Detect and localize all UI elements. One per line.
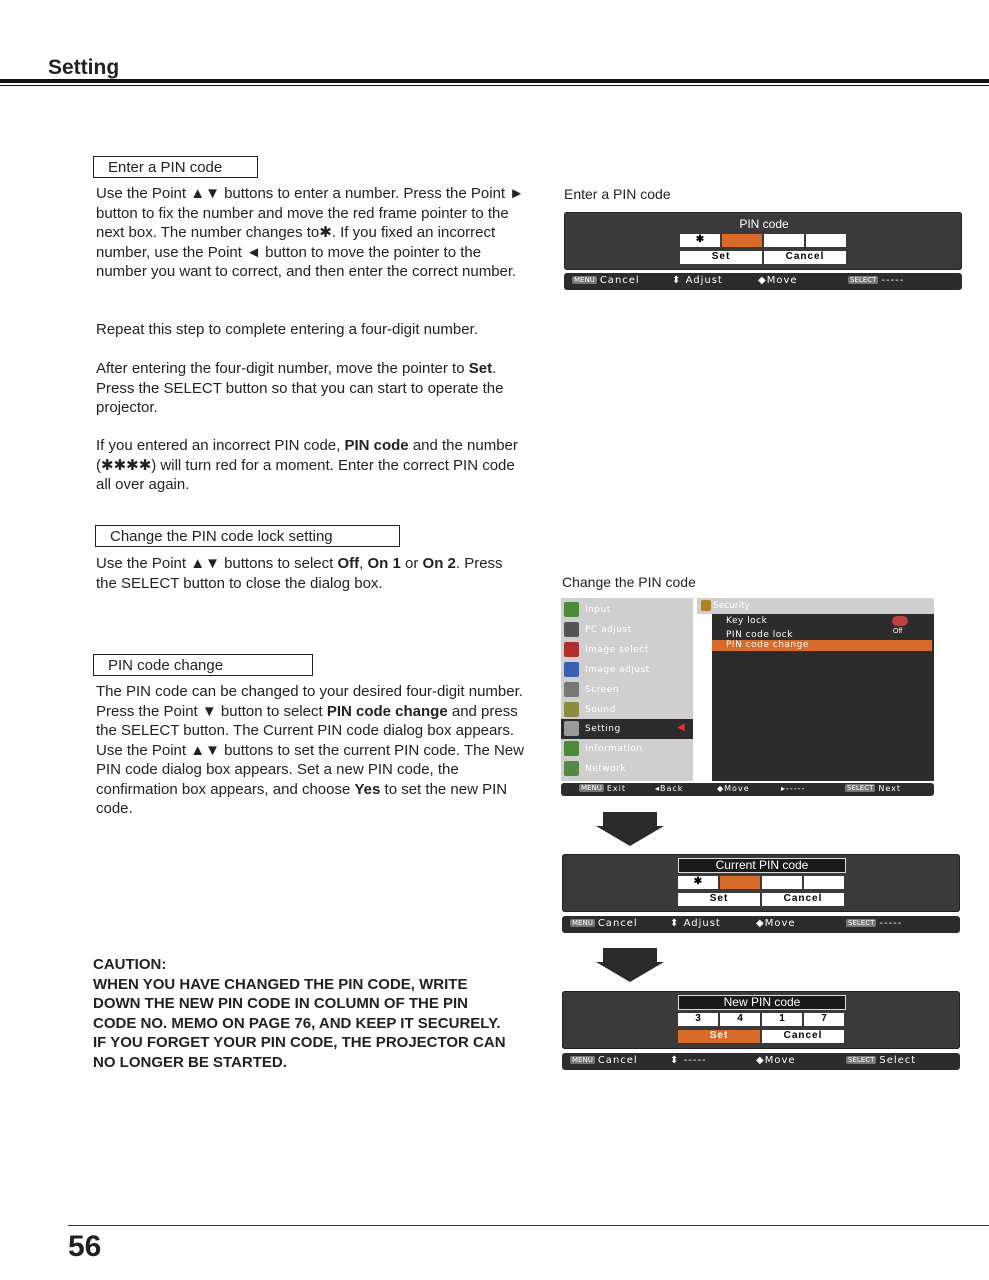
left-arrow-icon: ◂ [655, 784, 661, 793]
pin-code-dialog [564, 212, 962, 270]
key-lock-icon [892, 616, 908, 626]
input-icon [564, 602, 579, 617]
current-pin-guide-bar: MENU Cancel ⬍ Adjust ◆Move SELECT ----- [562, 916, 960, 933]
sound-icon [564, 702, 579, 717]
submenu-header [697, 598, 934, 614]
down-arrow-head-icon [596, 962, 664, 982]
up-down-icon: ⬍ [672, 275, 682, 286]
pin-digit-1[interactable]: ✱ [680, 234, 720, 247]
pin-code-guide-bar: MENU Cancel ⬍ Adjust ◆Move SELECT ----- [564, 273, 962, 290]
up-down-icon: ⬍ [670, 918, 680, 929]
left-right-icon: ◆ [756, 918, 765, 929]
pin-digit-1[interactable]: ✱ [678, 876, 718, 889]
pin-digit-3[interactable] [764, 234, 804, 247]
menu-badge-icon: MENU [574, 276, 595, 284]
dialog-title: Current PIN code [678, 858, 846, 873]
screen-icon [564, 682, 579, 697]
section-label-pin-change: PIN code change [93, 654, 313, 676]
main-menu [561, 598, 693, 781]
pin-digit-2[interactable] [720, 876, 760, 889]
down-arrow-icon [603, 812, 657, 826]
menu-item-network[interactable]: Network [561, 759, 693, 779]
menu-item-image-select[interactable]: Image select [561, 640, 693, 660]
figure-caption-change-pin: Change the PIN code [562, 574, 696, 590]
menu-badge-icon: MENU [572, 1056, 593, 1064]
pin-digit-4[interactable] [804, 876, 844, 889]
menu-guide-bar: MENU Exit ◂Back ◆Move ▸----- SELECT Next [561, 783, 934, 796]
menu-item-pc-adjust[interactable]: PC adjust [561, 620, 693, 640]
select-badge-icon: SELECT [847, 784, 874, 792]
section-label-enter-pin: Enter a PIN code [93, 156, 258, 178]
selected-arrow-icon: ◀ [677, 722, 686, 733]
pin-digit-4[interactable]: 7 [804, 1013, 844, 1026]
caution-title: CAUTION: [93, 956, 167, 973]
image-adjust-icon [564, 662, 579, 677]
enter-pin-para-3: After entering the four-digit number, move the pointer to Set. Press the SELECT button so that you can start to operate the projector. [96, 360, 504, 416]
right-arrow-icon: ▸ [781, 784, 787, 793]
page-number: 56 [68, 1230, 102, 1263]
header-rule [0, 79, 989, 83]
image-select-icon [564, 642, 579, 657]
pin-code-lock-value: Off [893, 628, 903, 635]
cancel-button[interactable]: Cancel [762, 893, 844, 906]
sub-item-pin-code-lock[interactable]: PIN code lock [726, 630, 793, 640]
menu-item-screen[interactable]: Screen [561, 680, 693, 700]
sub-item-pin-code-change[interactable]: PIN code change [712, 640, 932, 651]
page-title: Setting [48, 56, 120, 79]
submenu-title: Security [713, 601, 750, 611]
set-button[interactable]: Set [680, 251, 762, 264]
menu-item-information[interactable]: Information [561, 739, 693, 759]
menu-item-image-adjust[interactable]: Image adjust [561, 660, 693, 680]
up-down-icon: ⬍ [670, 1055, 680, 1066]
lock-setting-para: Use the Point ▲▼ buttons to select Off, On 1 or On 2. Press the SELECT button to close the dialog box. [96, 555, 503, 592]
caution-text: WHEN YOU HAVE CHANGED THE PIN CODE, WRITE DOWN THE NEW PIN CODE IN COLUMN OF THE PIN CODE NO. MEMO ON PAGE 76, AND KEEP IT SECURELY. IF YOU FORGET YOUR PIN CODE, THE PROJECTOR CAN NO LONGER BE STARTED. [93, 975, 506, 1071]
cancel-button[interactable]: Cancel [764, 251, 846, 264]
menu-item-sound[interactable]: Sound [561, 700, 693, 720]
pin-digit-3[interactable] [762, 876, 802, 889]
down-arrow-head-icon [596, 826, 664, 846]
caution-block [93, 955, 513, 1072]
current-pin-dialog [562, 854, 960, 912]
section-label-lock-setting: Change the PIN code lock setting [95, 525, 400, 547]
new-pin-guide-bar: MENU Cancel ⬍ ----- ◆Move SELECT Select [562, 1053, 960, 1070]
pc-adjust-icon [564, 622, 579, 637]
setting-icon [564, 721, 579, 736]
menu-item-input[interactable]: Input [561, 600, 693, 620]
security-submenu [712, 614, 934, 781]
enter-pin-para-2: Repeat this step to complete entering a four-digit number. [96, 321, 478, 338]
network-icon [564, 761, 579, 776]
up-down-icon: ◆ [717, 784, 725, 793]
enter-pin-para-4: If you entered an incorrect PIN code, PIN code and the number (✱✱✱✱) will turn red for a moment. Enter the correct PIN code all over again. [96, 437, 518, 493]
select-badge-icon: SELECT [848, 919, 875, 927]
pin-change-para: The PIN code can be changed to your desired four-digit number. Press the Point ▼ button to select PIN code change and press the SELECT button. The Current PIN code dialog box appears. Use the Point ▲▼ buttons to set the current PIN code. The New PIN code dialog box appears. Set a new PIN code, the confirmation box appears, and choose Yes to set the new PIN code. [96, 683, 524, 817]
set-button[interactable]: Set [678, 893, 760, 906]
left-right-icon: ◆ [758, 275, 767, 286]
pin-digit-3[interactable]: 1 [762, 1013, 802, 1026]
select-badge-icon: SELECT [850, 276, 877, 284]
new-pin-dialog [562, 991, 960, 1049]
dialog-title: PIN code [739, 217, 789, 231]
lock-icon [701, 600, 711, 611]
information-icon [564, 741, 579, 756]
select-badge-icon: SELECT [848, 1056, 875, 1064]
pin-digit-4[interactable] [806, 234, 846, 247]
dialog-title: New PIN code [678, 995, 846, 1010]
menu-item-setting[interactable]: Setting ◀ [561, 719, 693, 739]
cancel-button[interactable]: Cancel [762, 1030, 844, 1043]
set-button[interactable]: Set [678, 1030, 760, 1043]
menu-badge-icon: MENU [581, 784, 602, 792]
enter-pin-para-1: Use the Point ▲▼ buttons to enter a number. Press the Point ► button to fix the number and move the red frame pointer to the next box. The number changes to✱. If you fixed an incorrect number, use the Point ◄ button to move the pointer to the number you want to correct, and then enter the correct number. [96, 185, 525, 280]
pin-digit-1[interactable]: 3 [678, 1013, 718, 1026]
down-arrow-icon [603, 948, 657, 962]
footer-rule [68, 1225, 989, 1226]
pin-digit-2[interactable]: 4 [720, 1013, 760, 1026]
left-right-icon: ◆ [756, 1055, 765, 1066]
header-rule-thin [0, 85, 989, 86]
figure-caption-enter-pin: Enter a PIN code [564, 186, 671, 202]
pin-digit-2[interactable] [722, 234, 762, 247]
sub-item-key-lock[interactable]: Key lock [726, 616, 768, 626]
menu-badge-icon: MENU [572, 919, 593, 927]
